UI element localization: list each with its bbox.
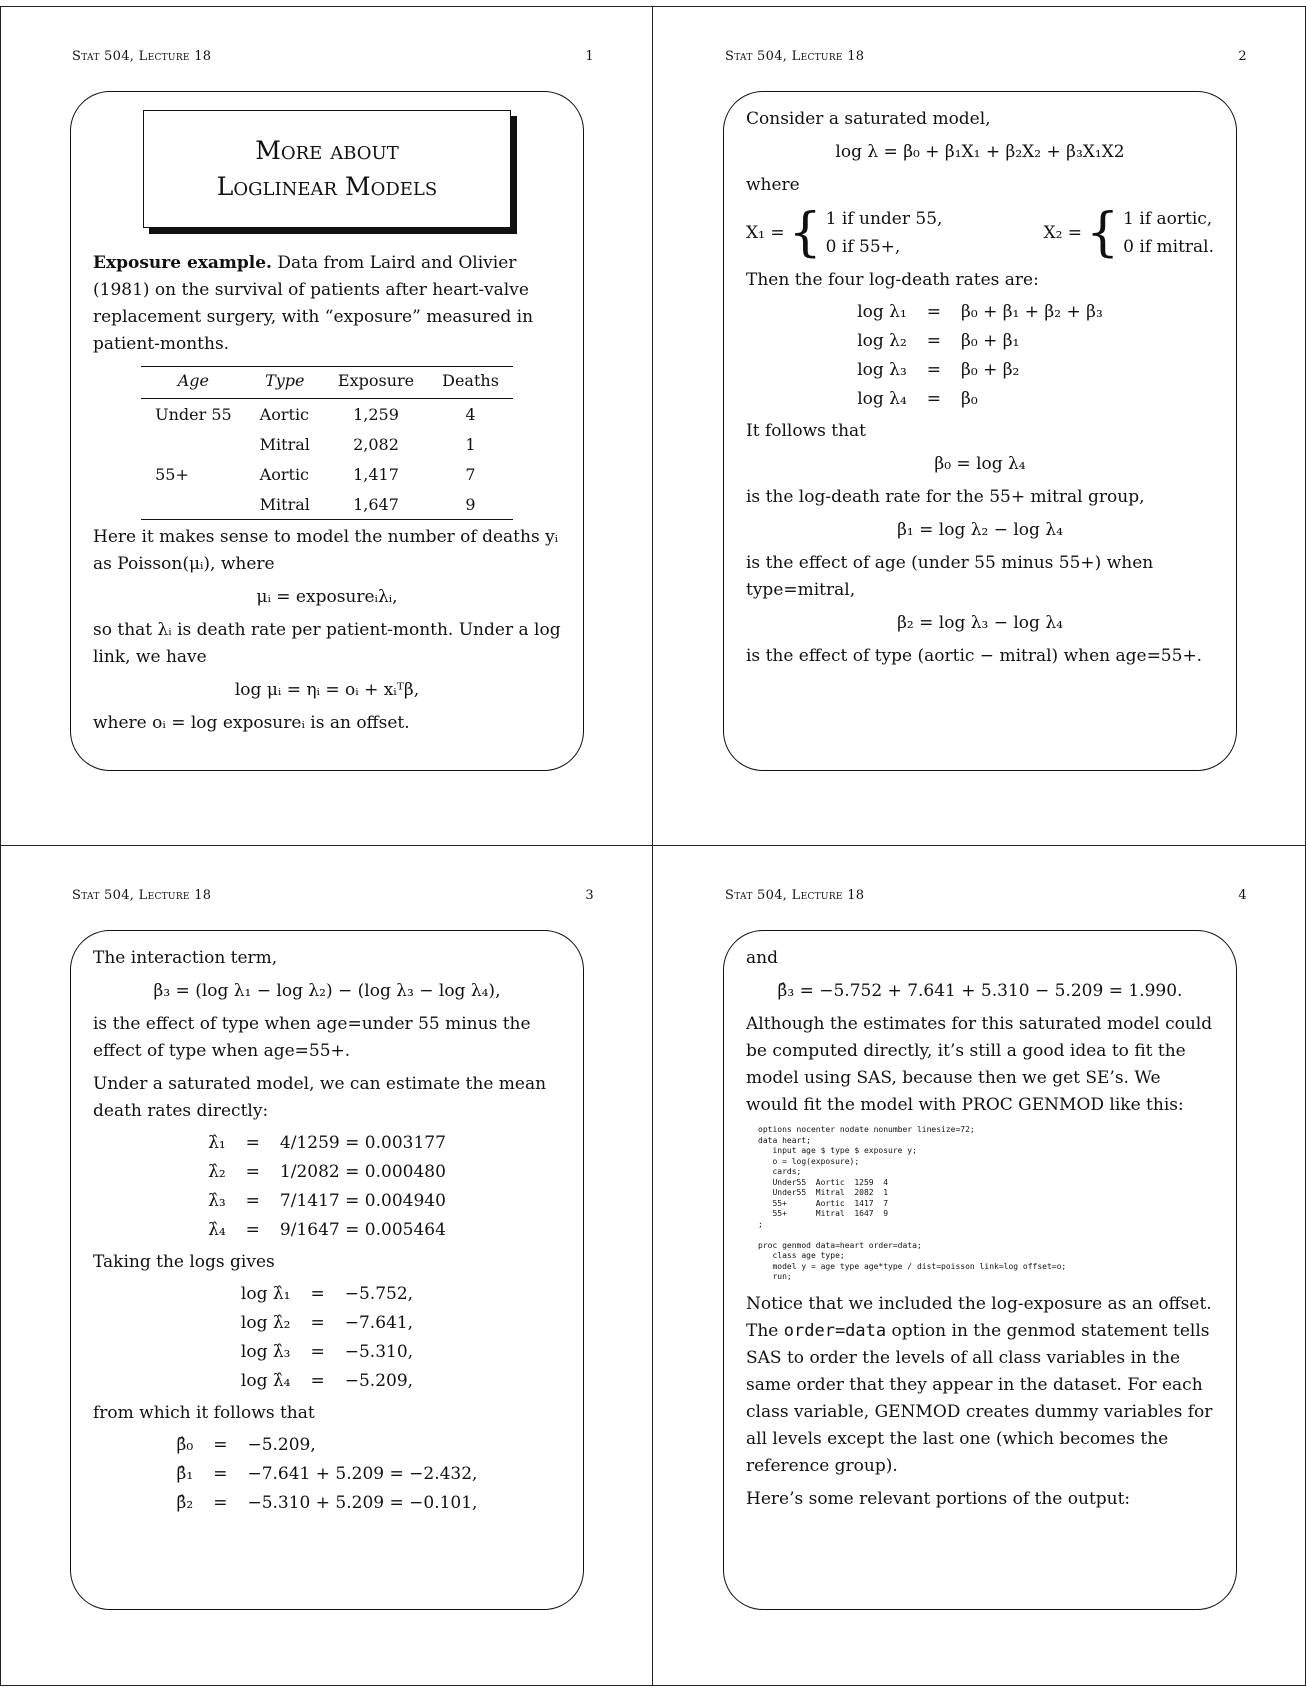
cell: Mitral bbox=[246, 489, 324, 520]
eq-rhs: −7.641 + 5.209 = −2.432, bbox=[247, 1464, 478, 1484]
eq-sign: = bbox=[310, 1284, 325, 1304]
example-text: Data from Laird and Olivier (1981) on the survival of patients after heart-valve replacement surgery, with “exposure” measured in patient-months. bbox=[93, 253, 534, 354]
eq-lhs: λ̂₄ bbox=[208, 1220, 226, 1240]
eq-rhs: −5.310 + 5.209 = −0.101, bbox=[247, 1493, 478, 1513]
slide-header bbox=[725, 888, 1247, 903]
page-number: 2 bbox=[1238, 49, 1247, 64]
equation-row bbox=[231, 1309, 423, 1338]
equation-log-link: log μᵢ = ηᵢ = oᵢ + xᵢᵀβ, bbox=[234, 680, 420, 700]
eq-sign: = bbox=[926, 389, 942, 409]
cell: Mitral bbox=[259, 435, 310, 454]
cell: 1,417 bbox=[353, 465, 399, 484]
eq-rhs: 7/1417 = 0.004940 bbox=[279, 1191, 446, 1211]
x1-case-1: 1 if under 55, bbox=[825, 209, 943, 229]
slide-frame bbox=[723, 91, 1237, 771]
beta2-text: is the effect of type (aortic − mitral) when age=55+. bbox=[746, 646, 1203, 666]
output-text: Here’s some relevant portions of the output: bbox=[746, 1488, 1131, 1509]
course-title: Stat 504, Lecture 18 bbox=[72, 49, 212, 64]
x1-definition bbox=[746, 205, 942, 261]
left-brace-icon: { bbox=[788, 203, 822, 263]
death-rate-paragraph: so that λᵢ is death rate per patient-month. Under a log link, we have bbox=[93, 620, 561, 667]
title-line-1: More about bbox=[255, 136, 399, 165]
estimate-text: Under a saturated model, we can estimate the mean death rates directly: bbox=[93, 1074, 547, 1121]
eq-lhs: λ̂₂ bbox=[208, 1162, 226, 1182]
cell: Aortic bbox=[259, 405, 310, 424]
eq-lhs: log λ̂₄ bbox=[240, 1371, 291, 1391]
x2-cases bbox=[1123, 205, 1214, 261]
eq-lhs: log λ̂₁ bbox=[240, 1284, 291, 1304]
poisson-paragraph: Here it makes sense to model the number of deaths yᵢ as Poisson(μᵢ), where bbox=[93, 527, 559, 574]
eq-rhs: −5.752, bbox=[344, 1284, 414, 1304]
order-data-option: order=data bbox=[783, 1320, 887, 1341]
cell bbox=[141, 489, 246, 520]
eq-lhs: log λ̂₂ bbox=[240, 1313, 291, 1333]
and-text: and bbox=[746, 948, 778, 968]
eq-sign: = bbox=[926, 360, 942, 380]
offset-paragraph bbox=[746, 1291, 1214, 1480]
col-age: Age bbox=[141, 367, 246, 399]
eq-rhs: β₀ bbox=[961, 389, 978, 409]
table-row bbox=[141, 399, 513, 430]
beta3-text: is the effect of type when age=under 55 minus the effect of type when age=55+. bbox=[93, 1014, 531, 1061]
equation-beta1: β₁ = log λ₂ − log λ₄ bbox=[897, 520, 1063, 540]
eq-rhs: β₀ + β₁ bbox=[961, 331, 1020, 351]
x2-lhs: X₂ = bbox=[1043, 222, 1083, 243]
four-rates-text: Then the four log-death rates are: bbox=[746, 270, 1039, 290]
x1-case-2: 0 if 55+, bbox=[825, 237, 901, 257]
x1-lhs: X₁ = bbox=[746, 222, 785, 243]
eq-sign: = bbox=[245, 1162, 260, 1182]
cell: 9 bbox=[428, 489, 513, 520]
slide-frame bbox=[70, 91, 584, 771]
beta0-text: is the log-death rate for the 55+ mitral group, bbox=[746, 487, 1145, 507]
para2-start: Notice that we included the log-exposure as an offset. The bbox=[746, 1293, 1212, 1341]
equation-row bbox=[198, 1216, 456, 1245]
slide-3 bbox=[0, 846, 652, 1684]
slide-header bbox=[72, 888, 594, 903]
col-exposure: Exposure bbox=[324, 367, 428, 399]
slide-2 bbox=[653, 7, 1305, 845]
eq-rhs: 1/2082 = 0.000480 bbox=[279, 1162, 446, 1182]
slide-content bbox=[93, 945, 561, 1522]
eq-rhs: β₀ + β₂ bbox=[961, 360, 1020, 380]
log-estimates bbox=[231, 1280, 423, 1396]
sas-code-block: options nocenter nodate nonumber linesize=72; data heart; input age $ type $ exposure y; o = log(exposure); cards; Under55 Aortic 1259 4 Under55 Mitral 2082 1 55+ Aortic 1417 7 55+ Mitral 1647 9 ; proc genmod data=heart order=data; class age type; model y = age type age*type / dist=poisson link=log offset=o; run; bbox=[758, 1125, 1067, 1281]
table-row bbox=[141, 459, 513, 489]
slide-1 bbox=[0, 7, 652, 845]
rate-estimates bbox=[198, 1129, 456, 1245]
eq-lhs: log λ₁ bbox=[857, 302, 907, 322]
eq-lhs: λ̂₃ bbox=[208, 1191, 226, 1211]
equation-beta2: β₂ = log λ₃ − log λ₄ bbox=[897, 613, 1063, 633]
title-line-2: Loglinear Models bbox=[216, 172, 438, 201]
eq-sign: = bbox=[310, 1342, 325, 1362]
where-text: where bbox=[746, 175, 800, 195]
frame-bottom bbox=[0, 1685, 1306, 1686]
beta1-text: is the effect of age (under 55 minus 55+) when type=mitral, bbox=[746, 553, 1154, 600]
sas-paragraph: Although the estimates for this saturated model could be computed directly, it’s still a good idea to fit the model using SAS, because then we get SE’s. We would fit the model with PROC GENMOD like this: bbox=[746, 1014, 1213, 1115]
equation-row bbox=[198, 1187, 456, 1216]
eq-lhs: β̂₂ bbox=[176, 1493, 194, 1513]
eq-rhs: −5.209, bbox=[247, 1435, 316, 1455]
log-death-rates bbox=[847, 298, 1113, 414]
indicator-definitions bbox=[746, 205, 1214, 261]
cell: 4 bbox=[465, 405, 476, 424]
eq-sign: = bbox=[245, 1133, 260, 1153]
cell: 1,259 bbox=[353, 405, 399, 424]
equation-row bbox=[847, 298, 1113, 327]
course-title: Stat 504, Lecture 18 bbox=[725, 888, 865, 903]
intro-text: Consider a saturated model, bbox=[746, 109, 991, 129]
example-paragraph bbox=[93, 250, 561, 358]
col-type: Type bbox=[246, 367, 324, 399]
eq-sign: = bbox=[245, 1191, 260, 1211]
page-number: 3 bbox=[585, 888, 594, 903]
from-text: from which it follows that bbox=[93, 1403, 315, 1423]
eq-rhs: β₀ + β₁ + β₂ + β₃ bbox=[961, 302, 1103, 322]
eq-lhs: log λ₃ bbox=[857, 360, 907, 380]
eq-rhs: 4/1259 = 0.003177 bbox=[279, 1133, 446, 1153]
left-brace-icon: { bbox=[1086, 203, 1120, 263]
slide-frame bbox=[723, 930, 1237, 1610]
slide-frame bbox=[70, 930, 584, 1610]
equation-beta3-hat: β̂₃ = −5.752 + 7.641 + 5.310 − 5.209 = 1.990. bbox=[777, 981, 1183, 1001]
page-number: 4 bbox=[1238, 888, 1247, 903]
cell: Aortic bbox=[259, 465, 310, 484]
intro-text: The interaction term, bbox=[93, 948, 278, 968]
equation-beta0: β₀ = log λ₄ bbox=[934, 454, 1026, 474]
cell: 7 bbox=[465, 465, 476, 484]
equation-mu: μᵢ = exposureᵢλᵢ, bbox=[256, 587, 398, 607]
beta-estimates bbox=[167, 1431, 488, 1518]
x2-case-2: 0 if mitral. bbox=[1123, 237, 1214, 257]
eq-sign: = bbox=[245, 1220, 260, 1240]
eq-lhs: β̂₁ bbox=[176, 1464, 194, 1484]
slide-content bbox=[746, 945, 1214, 1513]
table-row bbox=[141, 489, 513, 520]
col-deaths: Deaths bbox=[428, 367, 513, 399]
eq-lhs: log λ₂ bbox=[857, 331, 907, 351]
table-row bbox=[141, 429, 513, 459]
eq-sign: = bbox=[926, 331, 942, 351]
equation-beta3: β₃ = (log λ₁ − log λ₂) − (log λ₃ − log λ₄), bbox=[153, 981, 501, 1001]
page-number: 1 bbox=[585, 49, 594, 64]
eq-sign: = bbox=[310, 1313, 325, 1333]
slide-title-box bbox=[143, 110, 511, 228]
slide-header bbox=[725, 49, 1247, 64]
course-title: Stat 504, Lecture 18 bbox=[72, 888, 212, 903]
x2-case-1: 1 if aortic, bbox=[1123, 209, 1213, 229]
equation-row bbox=[167, 1431, 488, 1460]
cell: 1 bbox=[465, 435, 476, 454]
equation-row bbox=[198, 1129, 456, 1158]
equation-row bbox=[167, 1489, 488, 1518]
cell: 55+ bbox=[155, 465, 189, 484]
cell bbox=[141, 429, 246, 459]
equation-row bbox=[231, 1338, 423, 1367]
equation-row bbox=[847, 327, 1113, 356]
eq-rhs: −5.209, bbox=[344, 1371, 414, 1391]
x1-cases bbox=[826, 205, 943, 261]
offset-paragraph: where oᵢ = log exposureᵢ is an offset. bbox=[93, 713, 410, 733]
eq-lhs: log λ̂₃ bbox=[240, 1342, 291, 1362]
follows-text: It follows that bbox=[746, 421, 867, 441]
eq-rhs: 9/1647 = 0.005464 bbox=[279, 1220, 446, 1240]
slide-header bbox=[72, 49, 594, 64]
course-title: Stat 504, Lecture 18 bbox=[725, 49, 865, 64]
exposure-table bbox=[141, 366, 513, 520]
para2-end: option in the genmod statement tells SAS to order the levels of all class variables in the same order that they appear in the dataset. For each class variable, GENMOD creates dummy variables for all levels except the last one (which becomes the reference group). bbox=[746, 1320, 1213, 1476]
logs-text: Taking the logs gives bbox=[93, 1252, 275, 1272]
equation-row bbox=[847, 356, 1113, 385]
equation-row bbox=[231, 1280, 423, 1309]
slide-content bbox=[746, 106, 1214, 670]
eq-lhs: λ̂₁ bbox=[208, 1133, 226, 1153]
slide-content bbox=[93, 106, 561, 737]
eq-lhs: β̂₀ bbox=[176, 1435, 194, 1455]
eq-sign: = bbox=[213, 1493, 228, 1513]
eq-rhs: −5.310, bbox=[344, 1342, 414, 1362]
eq-sign: = bbox=[213, 1464, 228, 1484]
x2-definition bbox=[1043, 205, 1214, 261]
eq-sign: = bbox=[213, 1435, 228, 1455]
eq-lhs: log λ₄ bbox=[857, 389, 907, 409]
cell: Under 55 bbox=[155, 405, 232, 424]
example-label: Exposure example. bbox=[93, 253, 272, 273]
equation-row bbox=[167, 1460, 488, 1489]
slide-4 bbox=[653, 846, 1305, 1684]
equation-row bbox=[198, 1158, 456, 1187]
equation-row bbox=[231, 1367, 423, 1396]
equation-row bbox=[847, 385, 1113, 414]
cell: 1,647 bbox=[324, 489, 428, 520]
table-header-row bbox=[141, 367, 513, 399]
cell: 2,082 bbox=[353, 435, 399, 454]
equation-saturated-model: log λ = β₀ + β₁X₁ + β₂X₂ + β₃X₁X2 bbox=[835, 142, 1125, 162]
eq-sign: = bbox=[926, 302, 942, 322]
eq-sign: = bbox=[310, 1371, 325, 1391]
eq-rhs: −7.641, bbox=[344, 1313, 414, 1333]
